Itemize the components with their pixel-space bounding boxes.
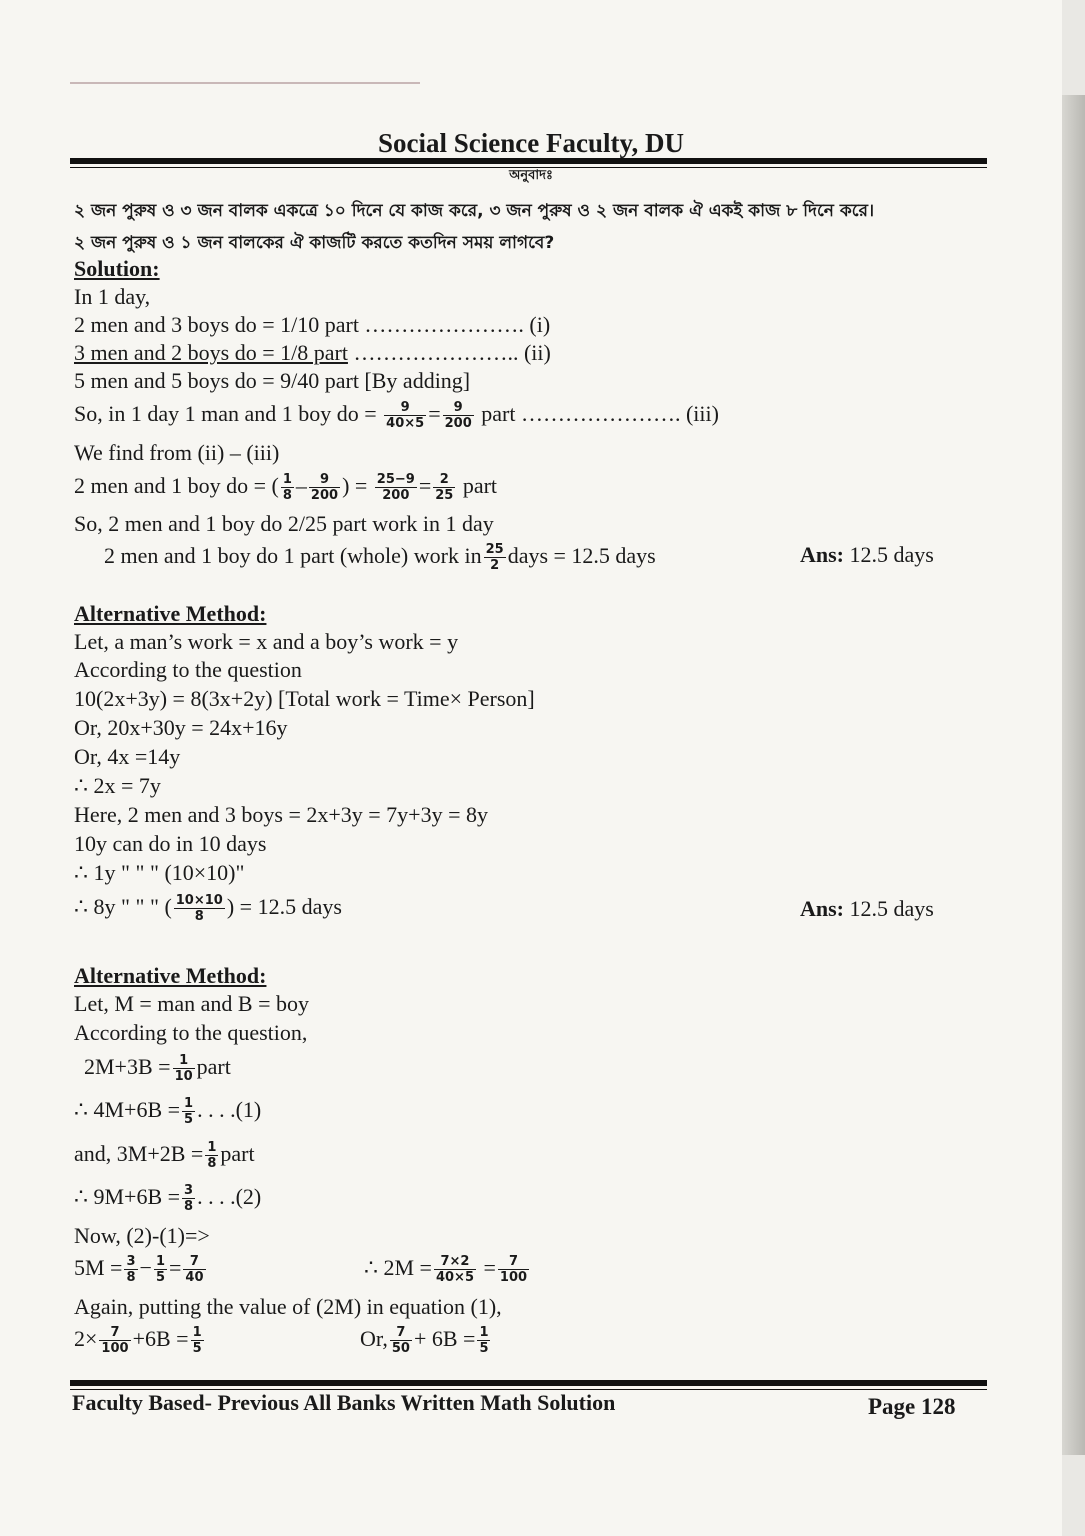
alt-line: According to the question, xyxy=(74,1020,308,1045)
question-line-2: ২ জন পুরুষ ও ১ জন বালকের ঐ কাজটি করতে কতদিন সময় লাগবে? xyxy=(74,233,555,253)
fraction: $\frac{1}{10}$ xyxy=(174,1053,193,1085)
fraction: $\frac{1}{5}$ xyxy=(184,1096,194,1128)
page-number: Page 128 xyxy=(868,1394,956,1419)
alt-line: 2M+3B = $\frac{1}{10}$ part xyxy=(84,1053,231,1085)
solution-heading: Solution: xyxy=(74,256,160,281)
alt-line: ∴ 2x = 7y xyxy=(74,773,161,798)
solution-line: In 1 day, xyxy=(74,284,151,309)
alt-line: and, 3M+2B = $\frac{1}{8}$ part xyxy=(74,1140,255,1172)
alt-line: Again, putting the value of (2M) in equation (1), xyxy=(74,1294,502,1319)
fraction: $\frac{25-9}{200}$ xyxy=(376,472,415,504)
alt-line: Let, a man’s work = x and a boy’s work = y xyxy=(74,629,459,654)
fraction: $\frac{3}{8}$ xyxy=(126,1254,136,1286)
solution-line: 3 men and 2 boys do = 1/8 part ………………….. (ii) xyxy=(74,340,551,365)
solution-line: 2 men and 3 boys do = 1/10 part …………………. (i) xyxy=(74,312,551,337)
fraction: $\frac{1}{5}$ xyxy=(479,1325,489,1357)
fraction: $\frac{7}{50}$ xyxy=(391,1325,410,1357)
alt-line: 5M = $\frac{3}{8}$ − $\frac{1}{5}$ = $\frac{7}{40}$ xyxy=(74,1254,204,1286)
alt-line: ∴ 8y " " " ( $\frac{10\times 10}{8}$ ) = 12.5 days xyxy=(74,893,342,925)
solution-line: 2 men and 1 boy do = ( $\frac{1}{8}$ – $\frac{9}{200}$ ) = $\frac{25-9}{200}$ = $\frac{2}{25}$ part xyxy=(74,472,498,504)
fraction: $\frac{9}{40\times 5}$ xyxy=(386,400,425,432)
fraction: $\frac{25}{2}$ xyxy=(485,542,504,574)
footer-title: Faculty Based- Previous All Banks Written Math Solution xyxy=(72,1390,616,1415)
alt-line: Or, $\frac{7}{50}$ + 6B = $\frac{1}{5}$ xyxy=(360,1325,489,1357)
alt-line: ∴ 9M+6B = $\frac{3}{8}$ . . . .(2) xyxy=(74,1183,262,1215)
alt-line: 10y can do in 10 days xyxy=(74,831,267,856)
alt-line: Or, 20x+30y = 24x+16y xyxy=(74,715,288,740)
footer-rule xyxy=(70,1380,987,1386)
question-line-1: ২ জন পুরুষ ও ৩ জন বালক একত্রে ১০ দিনে যে কাজ করে, ৩ জন পুরুষ ও ২ জন বালক ঐ একই কাজ ৮ দিনে করে। xyxy=(74,201,875,221)
header-rule xyxy=(70,158,987,164)
fraction: $\frac{7\times 2}{40\times 5}$ xyxy=(435,1254,474,1286)
fraction: $\frac{7}{40}$ xyxy=(185,1254,204,1286)
alt-line: 2× $\frac{7}{100}$ +6B = $\frac{1}{5}$ xyxy=(74,1325,202,1357)
fraction: $\frac{1}{5}$ xyxy=(155,1254,165,1286)
alt-line: ∴ 4M+6B = $\frac{1}{5}$ . . . .(1) xyxy=(74,1096,262,1128)
fraction: $\frac{9}{200}$ xyxy=(310,472,339,504)
fraction: $\frac{1}{8}$ xyxy=(282,472,292,504)
alt-method-heading: Alternative Method: xyxy=(74,963,267,988)
fraction: $\frac{3}{8}$ xyxy=(184,1183,194,1215)
solution-line: We find from (ii) – (iii) xyxy=(74,440,280,465)
underlined-equation: 3 men and 2 boys do = 1/8 part xyxy=(74,340,348,365)
page-edge-shadow xyxy=(1062,95,1085,1455)
alt-line: Here, 2 men and 3 boys = 2x+3y = 7y+3y = 8y xyxy=(74,802,488,827)
alt-line: ∴ 1y " " " (10×10)" xyxy=(74,860,245,885)
solution-line: So, 2 men and 1 boy do 2/25 part work in 1 day xyxy=(74,511,494,536)
alt-line: According to the question xyxy=(74,657,302,682)
fraction: $\frac{1}{5}$ xyxy=(192,1325,202,1357)
translation-label: অনুবাদঃ xyxy=(509,168,553,183)
alt-line: 10(2x+3y) = 8(3x+2y) [Total work = Time× Person] xyxy=(74,686,535,711)
solution-line: So, in 1 day 1 man and 1 boy do = $\frac{9}{40\times 5}$ = $\frac{9}{200}$ part …………………. (iii) xyxy=(74,400,719,432)
alt-method-heading: Alternative Method: xyxy=(74,601,267,626)
solution-line: 2 men and 1 boy do 1 part (whole) work in $\frac{25}{2}$ days = 12.5 days xyxy=(104,542,656,574)
page-title: Social Science Faculty, DU xyxy=(378,128,684,158)
fraction: $\frac{7}{100}$ xyxy=(101,1325,129,1357)
alt-line: Now, (2)-(1)=> xyxy=(74,1223,210,1248)
answer: Ans: 12.5 days xyxy=(800,542,934,567)
alt-line: ∴ 2M = $\frac{7\times 2}{40\times 5}$ = $\frac{7}{100}$ xyxy=(364,1254,528,1286)
alt-line: Let, M = man and B = boy xyxy=(74,991,310,1016)
fraction: $\frac{9}{200}$ xyxy=(444,400,472,432)
fraction: $\frac{7}{100}$ xyxy=(499,1254,528,1286)
solution-line: 5 men and 5 boys do = 9/40 part [By adding] xyxy=(74,368,471,393)
top-decorative-line xyxy=(70,82,420,84)
fraction: $\frac{2}{25}$ xyxy=(435,472,454,504)
answer: Ans: 12.5 days xyxy=(800,896,934,921)
fraction: $\frac{1}{8}$ xyxy=(207,1140,217,1172)
fraction: $\frac{10\times 10}{8}$ xyxy=(175,893,223,925)
alt-line: Or, 4x =14y xyxy=(74,744,181,769)
